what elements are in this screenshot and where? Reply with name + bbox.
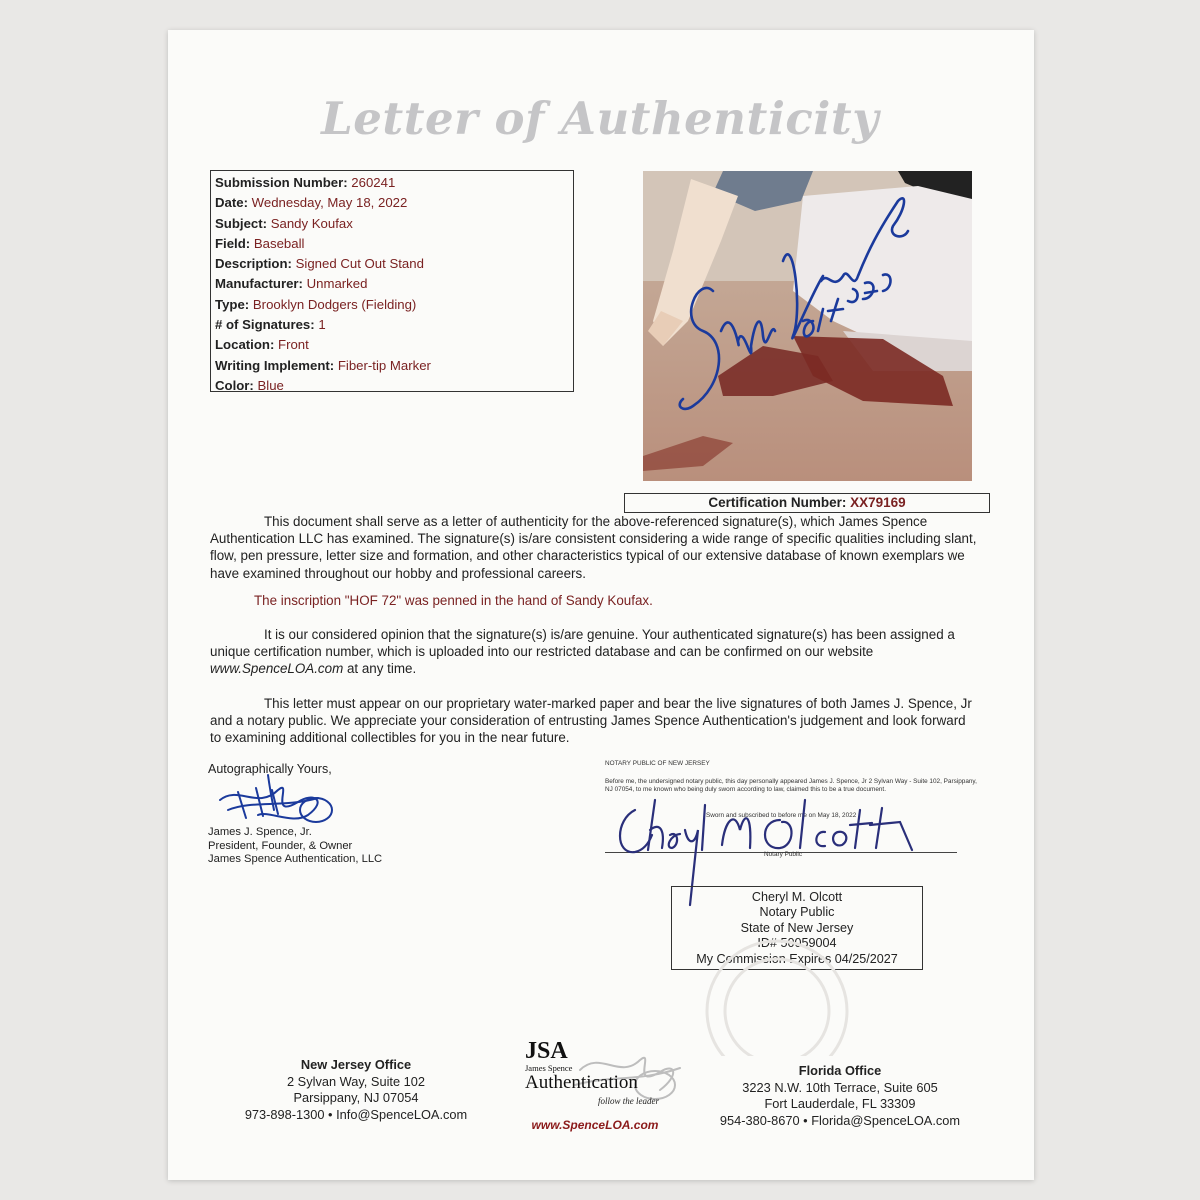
notary-title: Notary Public [759, 905, 835, 920]
signer-position: President, Founder, & Owner [208, 839, 353, 852]
paragraph-examination [210, 513, 980, 582]
notary-sworn: Sworn and subscribed to before me on May 18, 2022 [706, 812, 857, 819]
info-row [215, 274, 569, 294]
letter-title: Letter of Authenticity [321, 92, 879, 145]
info-label: Color: [215, 377, 254, 393]
paragraph-examination-text: This document shall serve as a letter of authenticity for the above-referenced signature(s), which James Spence Authentication LLC has examined. The signature(s) is/are consistent considering a wide range of specific qualities including slant, flow, pen pressure, letter size and formation, and other characteristics typical of our extensive database of known exemplars we have examined throughout our hobby and professional careers. [210, 514, 977, 581]
jsa-website[interactable]: www.SpenceLOA.com [531, 1118, 659, 1132]
fl-office-address2: Fort Lauderdale, FL 33309 [764, 1096, 916, 1111]
signer-company: James Spence Authentication, LLC [208, 853, 383, 866]
notary-expires: My Commission Expires 04/25/2027 [696, 951, 898, 966]
paragraph-watermark-text: This letter must appear on our proprietary water-marked paper and bear the live signatures of both James J. Spence, Jr and a notary public. We appreciate your consideration of entrusting James Spence Authentication's judgement and look forward to examining additional collectibles for you in the near future. [210, 696, 972, 746]
info-value: Sandy Koufax [270, 215, 353, 231]
info-row [215, 335, 569, 355]
info-label: Subject: [215, 215, 268, 231]
nj-office-name: New Jersey Office [300, 1057, 412, 1072]
info-value: Signed Cut Out Stand [295, 256, 424, 272]
jsa-word: Authentication [525, 1072, 638, 1093]
info-label: Description: [215, 256, 292, 272]
notary-statement: Before me, the undersigned notary public, this day personally appeared James J. Spence, Jr 2 Sylvan Way - Suite 102, Parsippany, NJ 07054, to me known who being duly sworn according to law, claimed this to be a true document. [605, 778, 977, 794]
info-value: Baseball [253, 235, 305, 251]
info-label: Date: [215, 195, 248, 211]
fl-office-contact: 954-380-8670 • Florida@SpenceLOA.com [719, 1112, 961, 1128]
info-row [215, 254, 569, 274]
nj-office-contact: 973-898-1300 • Info@SpenceLOA.com [244, 1106, 468, 1122]
nj-office [220, 1057, 492, 1123]
info-label: Writing Implement: [215, 357, 335, 373]
signed-photo [643, 171, 972, 481]
spence-signature [208, 770, 348, 830]
info-row [215, 376, 569, 396]
signer-block [208, 826, 382, 867]
info-row [215, 356, 569, 376]
info-row [215, 193, 569, 213]
paragraph-opinion-end: at any time. [343, 661, 417, 677]
nj-office-address1: 2 Sylvan Way, Suite 102 [287, 1073, 425, 1089]
notary-state: State of New Jersey [740, 920, 854, 935]
fl-office-address1: 3223 N.W. 10th Terrace, Suite 605 [742, 1079, 938, 1095]
notary-seal-emboss [692, 936, 862, 1056]
website-link[interactable]: www.SpenceLOA.com [210, 661, 344, 677]
info-value: 1 [318, 317, 326, 333]
info-row [215, 315, 569, 335]
info-value: Wednesday, May 18, 2022 [251, 195, 408, 211]
info-label: Type: [215, 296, 250, 312]
info-label: Manufacturer: [215, 276, 303, 292]
info-value: Fiber-tip Marker [337, 357, 431, 373]
jsa-name: James Spence [525, 1063, 573, 1073]
jsa-tagline: follow the leader [598, 1096, 659, 1106]
paragraph-watermark [210, 695, 980, 747]
notary-id: ID# 50059004 [757, 936, 837, 951]
info-value: Brooklyn Dodgers (Fielding) [252, 296, 417, 312]
paragraph-opinion-text: It is our considered opinion that the signature(s) is/are genuine. Your authenticated signature(s) has been assigned a unique certification number, which is uploaded into our restricted database and can be confirmed on our website [210, 627, 955, 660]
info-row [215, 214, 569, 234]
certification-number: XX79169 [850, 495, 906, 510]
notary-header: NOTARY PUBLIC OF NEW JERSEY [605, 760, 710, 767]
info-value: 260241 [351, 175, 396, 190]
notary-signature-label: Notary Public [764, 851, 803, 858]
info-label: # of Signatures: [215, 317, 315, 333]
info-label: Submission Number: [215, 175, 348, 190]
info-label: Field: [215, 235, 251, 251]
info-value: Unmarked [306, 276, 368, 292]
signer-name: James J. Spence, Jr. [208, 826, 312, 838]
info-value: Blue [257, 377, 284, 393]
info-row [215, 234, 569, 254]
photo-image [643, 171, 972, 481]
certification-label: Certification Number: [708, 495, 847, 510]
info-label: Location: [215, 337, 275, 353]
inscription-note: The inscription "HOF 72" was penned in the hand of Sandy Koufax. [254, 593, 653, 608]
closing-text: Autographically Yours, [208, 762, 332, 776]
notary-name: Cheryl M. Olcott [751, 890, 843, 904]
jsa-abbr: JSA [525, 1038, 568, 1064]
fl-office-name: Florida Office [798, 1063, 882, 1078]
nj-office-address2: Parsippany, NJ 07054 [293, 1090, 419, 1105]
fl-office [690, 1063, 990, 1129]
submission-info-box [210, 170, 574, 392]
paragraph-opinion [210, 626, 980, 678]
certification-number-box [624, 493, 990, 513]
info-row [215, 173, 569, 193]
info-value: Front [278, 337, 309, 353]
info-row [215, 295, 569, 315]
